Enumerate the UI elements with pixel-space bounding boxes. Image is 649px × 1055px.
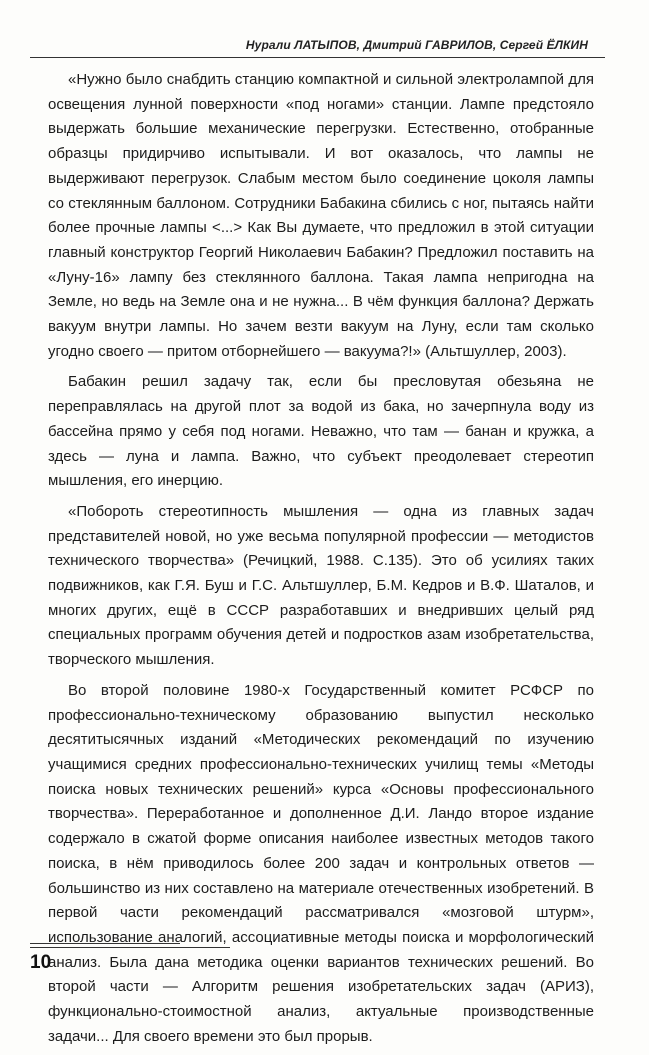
paragraph-4: Во второй половине 1980-х Государственный комитет РСФСР по профессионально-техническому образованию выпустил несколько десятитысячных изданий «Методических рекомендаций по изучению учащимися средних профессионально-технических училищ темы «Методы поиска новых технических решений» курса «Основы профессионального творчества». Переработанное и дополненное Д.И. Ландо второе издание содержало в сжатой форме описания наиболее известных методов такого поиска, в нём приводилось более 200 задач и контрольных ответов — большинство из них составлено на материале отечественных изобретений. В первой части рекомендаций рассматривался «мозговой штурм», использование аналогий, ассоциативные методы поиска и морфологический анализ. Была дана методика оценки вариантов технических решений. Во второй части — Алгоритм решения изобретательских задач (АРИЗ), функционально-стоимостной анализ, актуальные производственные задачи... Для своего времени это был прорыв.: [48, 681, 594, 1045]
running-header: Нурали ЛАТЫПОВ, Дмитрий ГАВРИЛОВ, Сергей ЁЛКИН: [245, 38, 588, 52]
paragraph-3: «Побороть стереотипность мышления — одна из главных задач представителей новой, но уже весьма популярной профессии — методистов технического творчества» (Речицкий, 1988. С.135). Это об усилиях таких подвижников, как Г.Я. Буш и Г.С. Альтшуллер, Б.М. Кедров и В.Ф. Шаталов, и многих других, ещё в СССР разработавших и внедривших целый ряд специальных программ обучения детей и подростков азам изобретательства, творческого мышления.: [48, 502, 594, 669]
page-number: 10: [30, 952, 52, 973]
footer-divider-long: [30, 947, 230, 948]
main-text: [48, 68, 594, 1055]
footer-divider: [30, 943, 180, 944]
paragraph-2: Бабакин решил задачу так, если бы пресловутая обезьяна не переправлялась на другой плот за водой из бака, но зачерпнула воду из бассейна прямо у себя под ногами. Неважно, что там — банан и кружка, а здесь — луна и лампа. Важно, что субъект преодолевает стереотип мышления, его инерцию.: [48, 373, 594, 490]
header-divider: [30, 57, 605, 58]
paragraph-1: «Нужно было снабдить станцию компактной и сильной электролампой для освещения лунной поверхности «под ногами» станции. Лампе предстояло выдержать большие механические перегрузки. Естественно, отобранные образцы придирчиво испытывали. И вот оказалось, что лампы не выдерживают перегрузок. Слабым местом было соединение цоколя лампы со стеклянным баллоном. Сотрудники Бабакина сбились с ног, пытаясь найти более прочные лампы <...> Как Вы думаете, что предложил в этой ситуации главный конструктор Георгий Николаевич Бабакин? Предложил поставить на «Луну-16» лампу без стеклянного баллона. Такая лампа непригодна на Земле, но ведь на Земле она и не нужна... В чём функция баллона? Держать вакуум внутри лампы. Но зачем везти вакуум на Луну, если там сколько угодно своего — притом отборнейшего — вакуума?!» (Альтшуллер, 2003).: [48, 71, 594, 360]
